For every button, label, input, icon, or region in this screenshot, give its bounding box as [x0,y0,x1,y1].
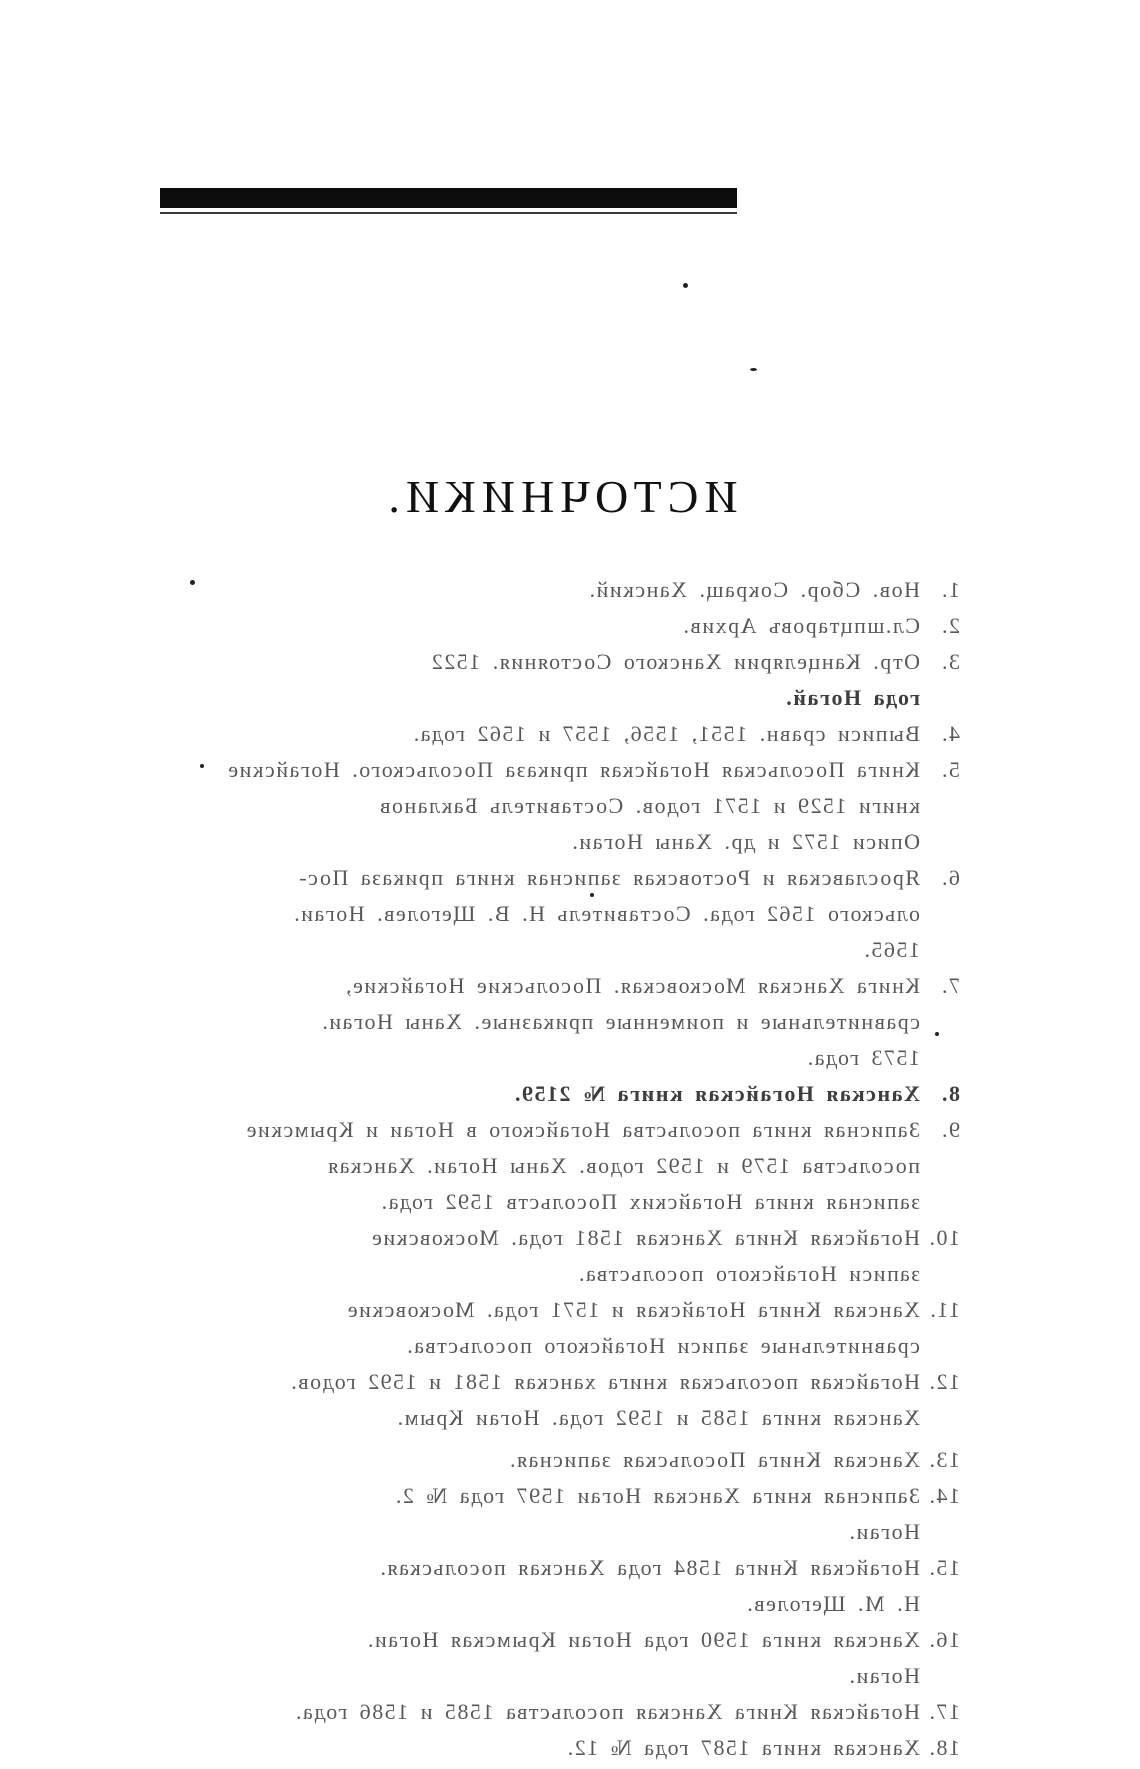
list-item [160,1403,960,1433]
list-item [160,791,960,821]
list-item [160,1187,960,1217]
list-item [160,719,960,749]
list-item-number: 7. [940,973,960,998]
list-item [160,1115,960,1145]
list-item-number: 16. [928,1627,960,1652]
list-item-number: 5. [940,757,960,782]
list-item [160,1625,960,1655]
list-item-text: записи Ногайского посольства. [577,1261,920,1286]
list-item-text: Ногаи. [848,1519,920,1544]
list-item [160,611,960,641]
list-item-text: сравнительные записи Ногайского посольства. [405,1333,920,1358]
list-item [160,971,960,1001]
mirrored-text-block [160,470,960,1769]
list-item-text: Ногайская Книга 1584 года Ханская посольская. [378,1555,920,1580]
list-item-text: Ханская Книга Посольская записная. [508,1447,920,1472]
list-item [160,1553,960,1583]
list-item [160,647,960,677]
list-item [160,1079,960,1109]
sources-list [160,575,960,1763]
header-rule-thin [160,212,737,214]
list-item-text: Ханская книга 1585 и 1592 года. Ногаи Крым. [396,1405,920,1430]
list-item-number: 8. [940,1081,960,1106]
header-rule-thick [160,188,737,208]
list-item-number: 17. [928,1699,960,1724]
list-item-text: Выписи сравн. 1551, 1556, 1557 и 1562 года. [412,721,920,746]
list-item-text: 1573 года. [806,1045,920,1070]
list-item [160,683,960,713]
list-item-number: 13. [928,1447,960,1472]
list-item-text: Ногайская Книга Ханская 1581 года. Московские [370,1225,920,1250]
list-item [160,1367,960,1397]
page-title: ИСТОЧНИКИ. [382,471,738,522]
list-item-text: Ханская Ногайская книга № 2159. [513,1081,920,1106]
list-item [160,1331,960,1361]
list-item-number: 14. [928,1483,960,1508]
list-item [160,827,960,857]
list-item [160,1661,960,1691]
list-item-number: 12. [928,1369,960,1394]
list-item-number: 11. [928,1297,960,1322]
list-item-number: 6. [940,865,960,890]
list-item-number: 3. [940,649,960,674]
list-item [160,1295,960,1325]
list-item [160,1481,960,1511]
list-item-text: Ногайская Книга Ханская посольства 1585 и 1586 года. [294,1699,920,1724]
scan-speck [750,368,757,371]
list-item-text: Ярославская и Ростовская записная книга приказа Пос- [297,865,920,890]
list-item [160,863,960,893]
list-item-text: Ханская книга 1590 года Ногаи Крымская Ногаи. [366,1627,920,1652]
list-item-text: Отр. Канцелярии Ханского Состояния. 1522 [430,649,920,674]
list-item [160,1043,960,1073]
list-item-text: ольского 1562 года. Составитель Н. В. Щеголев. Ногаи. [292,901,920,926]
list-item-text: Описи 1572 и др. Ханы Ногаи. [570,829,920,854]
list-item [160,1223,960,1253]
list-item-text: Ногайская посольская книга ханская 1581 и 1592 годов. [289,1369,920,1394]
list-item-text: Ханская книга 1587 года № 12. [566,1735,920,1760]
list-item [160,899,960,929]
list-item [160,1007,960,1037]
list-item-text: Н. М. Щеголев. [745,1591,920,1616]
list-item-text: книги 1529 и 1571 годов. Составитель Бакланов [378,793,920,818]
list-item [160,575,960,605]
list-item [160,1259,960,1289]
list-item-number: 18. [928,1735,960,1760]
list-item-number: 4. [940,721,960,746]
list-item-text: Книга Ханская Московская. Посольские Ногайские, [344,973,920,998]
list-item-text: Сл.шпцтаровъ Архив. [681,613,920,638]
list-item-number: 9. [940,1117,960,1142]
list-item [160,1733,960,1763]
list-item [160,1589,960,1619]
list-item-text: Ногаи. [848,1663,920,1688]
list-item-number: 1. [940,577,960,602]
list-item-number: 10. [928,1225,960,1250]
list-item [160,935,960,965]
list-item-text: сравнительные и поименные приказные. Ханы Ногаи. [320,1009,920,1034]
list-item-number: 15. [928,1555,960,1580]
list-item [160,755,960,785]
list-item-number: 2. [940,613,960,638]
list-item [160,1445,960,1475]
list-item [160,1517,960,1547]
list-item-text: года Ногай. [784,685,920,710]
list-item-text: записная книга Ногайских Посольств 1592 года. [380,1189,920,1214]
list-item-text: Ханская Книга Ногайская и 1571 года. Московские [346,1297,920,1322]
list-item-text: Нов. Сбор. Сокращ. Ханский. [588,577,920,602]
list-item-text: Записная книга посольства Ногайского в Ногаи и Крымские [245,1117,920,1142]
list-item [160,1151,960,1181]
list-item-text: 1565. [863,937,920,962]
list-item [160,1697,960,1727]
list-item-text: Записная книга Ханская Ногаи 1597 года № 2. [394,1483,920,1508]
list-item-text: посольства 1579 и 1592 годов. Ханы Ногаи. Ханская [326,1153,920,1178]
scan-speck [683,283,688,288]
list-item-text: Книга Посольская Ногайская приказа Посольского. Ногайские [226,757,920,782]
